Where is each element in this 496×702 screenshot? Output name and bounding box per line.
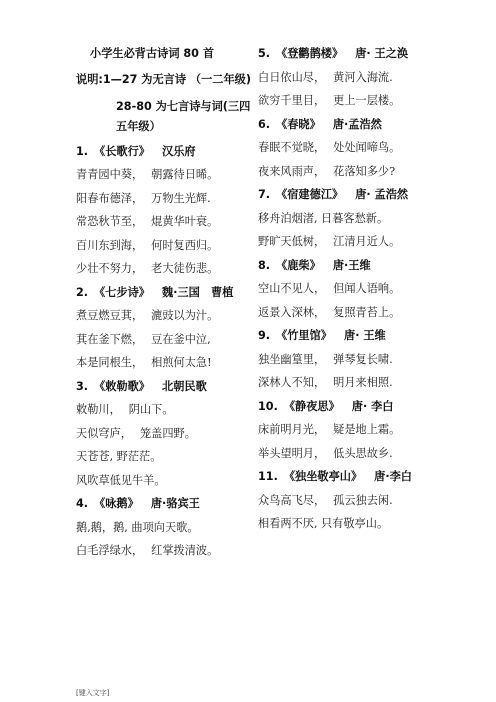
poem-heading <box>258 328 458 352</box>
poem-heading <box>258 187 458 211</box>
poem-line <box>76 355 252 379</box>
poem-number: 7. <box>258 188 271 201</box>
poem-line-first-half: 独坐幽篁里， <box>258 352 326 366</box>
poem-line-first-half: 众鸟高飞尽， <box>258 493 326 507</box>
poem-author: 魏·三国 曹植 <box>162 285 234 299</box>
poem-line-first-half: 煮豆燃豆萁， <box>76 309 144 322</box>
poem-line-first-half: 空山不见人， <box>258 282 326 295</box>
poem-line-second-half: 处处闻啼鸟。 <box>333 141 401 154</box>
poem-line <box>76 426 252 450</box>
poem-author: 唐·孟浩然 <box>332 117 382 131</box>
poem-line <box>76 520 252 544</box>
poem-line-second-half: 漉豉以为汁。 <box>151 309 219 322</box>
poem-title: 《静夜思》 <box>283 399 340 413</box>
poem-line <box>258 305 458 329</box>
poem-line-second-half: 复照青苔上。 <box>333 305 401 319</box>
poem-line <box>258 375 458 399</box>
poem-author: 唐·骆宾王 <box>150 497 200 510</box>
poem-line-first-half: 春眠不觉晓， <box>258 141 326 154</box>
poem-author: 汉乐府 <box>162 144 196 158</box>
poem-line-second-half: 阴山下。 <box>128 403 174 416</box>
poem-line-first-half: 野旷天低树， <box>258 235 326 248</box>
poem-title: 《竹里馆》 <box>276 329 332 342</box>
poem-line-first-half: 敕勒川， <box>76 403 121 416</box>
poem-title: 《登鹳鹊楼》 <box>276 47 344 60</box>
poem-heading <box>258 46 458 70</box>
poem-line <box>76 332 252 356</box>
intro-note-1: 说明:1—27 为无言诗 （一二年级) <box>76 72 251 86</box>
poem-line-second-half: 老大徒伤悲。 <box>151 262 219 275</box>
poem-title: 《宿建德江》 <box>276 188 344 201</box>
poem-line <box>258 70 458 94</box>
poem-line-second-half: 但闻人语响。 <box>333 282 401 295</box>
right-poem-list <box>258 46 458 540</box>
poem-line-second-half: 黄河入海流. <box>333 70 393 84</box>
poem-heading <box>76 285 252 309</box>
poem-number: 11. <box>258 470 278 483</box>
poem-heading <box>258 117 458 141</box>
poem-line-first-half: 相看两不厌, 只有敬亭山。 <box>258 517 389 530</box>
intro-note-2: 28-80 为七言诗与词(三四五年级） <box>116 99 251 133</box>
poem-line-second-half: 花落知多少? <box>333 164 396 178</box>
poem-line-second-half: 明月来相照. <box>333 376 393 389</box>
poem-line-first-half: 夜来风雨声， <box>258 164 326 178</box>
poem-line-first-half: 白日依山尽， <box>258 70 326 84</box>
poem-heading <box>258 399 458 423</box>
poem-line-first-half: 阳春布德泽， <box>76 191 144 205</box>
poem-line-first-half: 白毛浮绿水， <box>76 544 144 557</box>
poem-line-first-half: 举头望明月， <box>258 446 326 460</box>
poem-author: 唐· 王维 <box>344 329 386 342</box>
poem-title: 《七步诗》 <box>94 285 150 299</box>
poem-number: 9. <box>258 329 271 342</box>
poem-line-first-half: 百川东到海， <box>76 238 144 252</box>
right-column <box>258 46 458 540</box>
poem-author: 唐·王维 <box>332 258 371 272</box>
poem-line <box>76 191 252 215</box>
poem-line <box>76 214 252 238</box>
poem-author: 唐· 孟浩然 <box>355 188 409 201</box>
poem-line-first-half: 萁在釜下燃， <box>76 332 144 346</box>
poem-line-second-half: 豆在釜中泣, <box>151 332 211 346</box>
poem-line-second-half: 万物生光辉. <box>151 191 211 205</box>
poem-line-first-half: 床前明月光， <box>258 423 326 436</box>
poem-line <box>258 516 458 540</box>
poem-line-first-half: 欲穷千里目， <box>258 94 326 107</box>
poem-line <box>258 140 458 164</box>
poem-heading <box>76 379 252 403</box>
poem-line <box>258 446 458 470</box>
poem-number: 5. <box>258 47 271 60</box>
poem-line-second-half: 何时复西归。 <box>151 238 219 252</box>
poem-line-first-half: 移舟泊烟渚, 日暮客愁新。 <box>258 211 389 225</box>
poem-line-first-half: 风吹草低见牛羊。 <box>76 473 166 487</box>
poem-line <box>76 473 252 497</box>
poem-line-second-half: 红掌拨清波。 <box>151 544 219 557</box>
poem-number: 8. <box>258 258 271 272</box>
poem-line-first-half: 天苍苍, 野茫茫。 <box>76 450 162 463</box>
poem-line-first-half: 常恐秋节至， <box>76 215 144 228</box>
poem-line <box>258 211 458 235</box>
poem-line-second-half: 焜黄华叶衰。 <box>151 215 219 228</box>
poem-line-second-half: 弹琴复长啸. <box>333 352 393 366</box>
poem-line-first-half: 返景入深林， <box>258 305 326 319</box>
poem-author: 北朝民歌 <box>162 379 207 393</box>
poem-title: 《鹿柴》 <box>276 258 321 272</box>
poem-line-first-half: 青青园中葵， <box>76 168 144 181</box>
poem-number: 6. <box>258 117 271 131</box>
poem-line <box>76 167 252 191</box>
poem-line-second-half: 孤云独去闲. <box>333 493 393 507</box>
poem-heading <box>258 258 458 282</box>
poem-line-second-half: 疑是地上霜。 <box>333 423 401 436</box>
poem-line-second-half: 江清月近人。 <box>333 235 401 248</box>
poem-line <box>76 238 252 262</box>
poem-line-second-half: 相煎何太急! <box>151 356 212 369</box>
poem-heading <box>76 144 252 168</box>
poem-number: 4. <box>76 497 89 510</box>
poem-line-second-half: 笼盖四野。 <box>139 426 196 440</box>
poem-title: 《敕勒歌》 <box>94 379 150 393</box>
poem-line <box>258 352 458 376</box>
poem-line-second-half: 低头思故乡. <box>333 446 393 460</box>
poem-title: 《长歌行》 <box>94 144 150 158</box>
footer-placeholder: [键入文字] <box>76 689 110 697</box>
poem-number: 3. <box>76 379 89 393</box>
poem-line <box>258 281 458 305</box>
poem-title: 《独坐敬亭山》 <box>283 470 363 483</box>
poem-line <box>258 164 458 188</box>
poem-line <box>76 449 252 473</box>
poem-line-first-half: 鹅,鹅，鹅, 曲项向天歌。 <box>76 520 199 534</box>
poem-author: 唐·李白 <box>374 470 412 483</box>
poem-line <box>258 93 458 117</box>
poem-line-first-half: 本是同根生， <box>76 356 144 369</box>
left-poem-list <box>76 144 252 567</box>
poem-heading <box>258 469 458 493</box>
poem-number: 1. <box>76 144 89 158</box>
poem-line <box>258 422 458 446</box>
poem-number: 2. <box>76 285 89 299</box>
poem-line-first-half: 少壮不努力， <box>76 262 144 275</box>
poem-line <box>258 234 458 258</box>
poem-author: 唐· 王之涣 <box>355 47 409 60</box>
poem-line <box>76 261 252 285</box>
poem-author: 唐· 李白 <box>351 399 394 413</box>
poem-number: 10. <box>258 399 278 413</box>
poem-line <box>258 493 458 517</box>
poem-heading <box>76 496 252 520</box>
poem-title: 《咏鹅》 <box>94 497 139 510</box>
left-column <box>76 46 252 567</box>
document-heading: 小学生必背古诗词 80 首 <box>90 47 215 60</box>
poem-title: 《春晓》 <box>276 117 321 131</box>
poem-line-first-half: 深林人不知， <box>258 376 326 389</box>
poem-line-second-half: 更上一层楼。 <box>333 94 401 107</box>
poem-line <box>76 308 252 332</box>
poem-line <box>76 402 252 426</box>
poem-line <box>76 543 252 567</box>
poem-line-first-half: 天似穹庐， <box>76 426 132 440</box>
poem-line-second-half: 朝露待日晞。 <box>151 168 219 181</box>
